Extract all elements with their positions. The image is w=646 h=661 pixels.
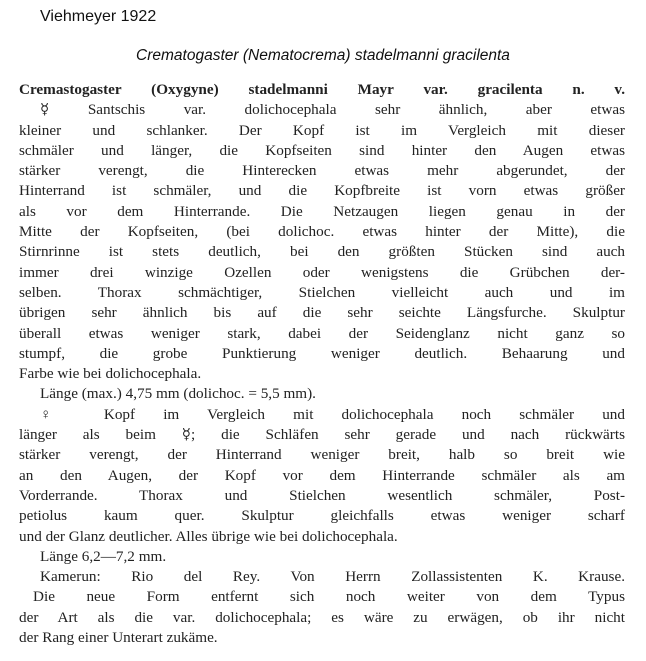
text-line: der Art als die var. dolichocephala; es wäre zu erwägen, ob ihr nicht bbox=[19, 608, 625, 626]
text-line: Länge (max.) 4,75 mm (dolichoc. = 5,5 mm). bbox=[40, 385, 316, 403]
text-line: immer drei winzige Ozellen oder wenigstens die Grübchen der- bbox=[19, 263, 625, 281]
text-line: Cremastogaster (Oxygyne) stadelmanni Mayr var. gracilenta n. v. bbox=[19, 81, 625, 98]
text-line: Die neue Form entfernt sich noch weiter von dem Typus bbox=[33, 588, 625, 606]
text-line: ☿ Santschis var. dolichocephala sehr ähnlich, aber etwas bbox=[40, 101, 625, 119]
header-author-year: Viehmeyer 1922 bbox=[40, 8, 157, 25]
text-line: länger als beim ☿; die Schläfen sehr gerade und nach rückwärts bbox=[19, 426, 625, 444]
text-line: Farbe wie bei dolichocephala. bbox=[19, 365, 202, 383]
text-line: Stirnrinne ist stets deutlich, bei den größten Stücken sind auch bbox=[19, 243, 625, 261]
text-line: stärker verengt, der Hinterrand weniger breit, halb so breit wie bbox=[19, 446, 625, 464]
text-line: schmäler und länger, die Kopfseiten sind hinter den Augen etwas bbox=[19, 141, 625, 159]
text-line: Kamerun: Rio del Rey. Von Herrn Zollassistenten K. Krause. bbox=[40, 568, 625, 586]
text-line: Hinterrand ist schmäler, und die Kopfbreite ist vorn etwas größer bbox=[19, 182, 625, 200]
text-line: der Rang einer Unterart zukäme. bbox=[19, 629, 218, 647]
text-line: Mitte der Kopfseiten, (bei dolichoc. etwas hinter der Mitte), die bbox=[19, 223, 625, 241]
text-line: Vorderrande. Thorax und Stielchen wesentlich schmäler, Post- bbox=[19, 486, 625, 504]
text-line: stärker verengt, die Hinterecken etwas mehr abgerundet, der bbox=[19, 162, 625, 180]
text-line: Länge 6,2—7,2 mm. bbox=[40, 547, 167, 565]
text-line: und der Glanz deutlicher. Alles übrige wie bei dolichocephala. bbox=[19, 527, 398, 545]
text-line: ♀ Kopf im Vergleich mit dolichocephala noch schmäler und bbox=[40, 405, 625, 423]
text-line: als vor dem Hinterrande. Die Netzaugen liegen genau in der bbox=[19, 202, 625, 220]
scanned-page-text bbox=[19, 80, 625, 648]
text-line: kleiner und schlanker. Der Kopf ist im Vergleich mit dieser bbox=[19, 121, 625, 139]
text-line: petiolus kaum quer. Skulptur gleichfalls etwas weniger scharf bbox=[19, 507, 625, 525]
text-line: übrigen sehr ähnlich bis auf die sehr seichte Längsfurche. Skulptur bbox=[19, 304, 625, 322]
header-taxon-title: Crematogaster (Nematocrema) stadelmanni gracilenta bbox=[136, 47, 510, 64]
text-line: selben. Thorax schmächtiger, Stielchen vielleicht auch und im bbox=[19, 283, 625, 301]
text-line: überall etwas weniger stark, dabei der Seidenglanz nicht ganz so bbox=[19, 324, 625, 342]
text-line: stumpf, die grobe Punktierung weniger deutlich. Behaarung und bbox=[19, 344, 625, 362]
text-line: an den Augen, der Kopf vor dem Hinterrande schmäler als am bbox=[19, 466, 625, 484]
